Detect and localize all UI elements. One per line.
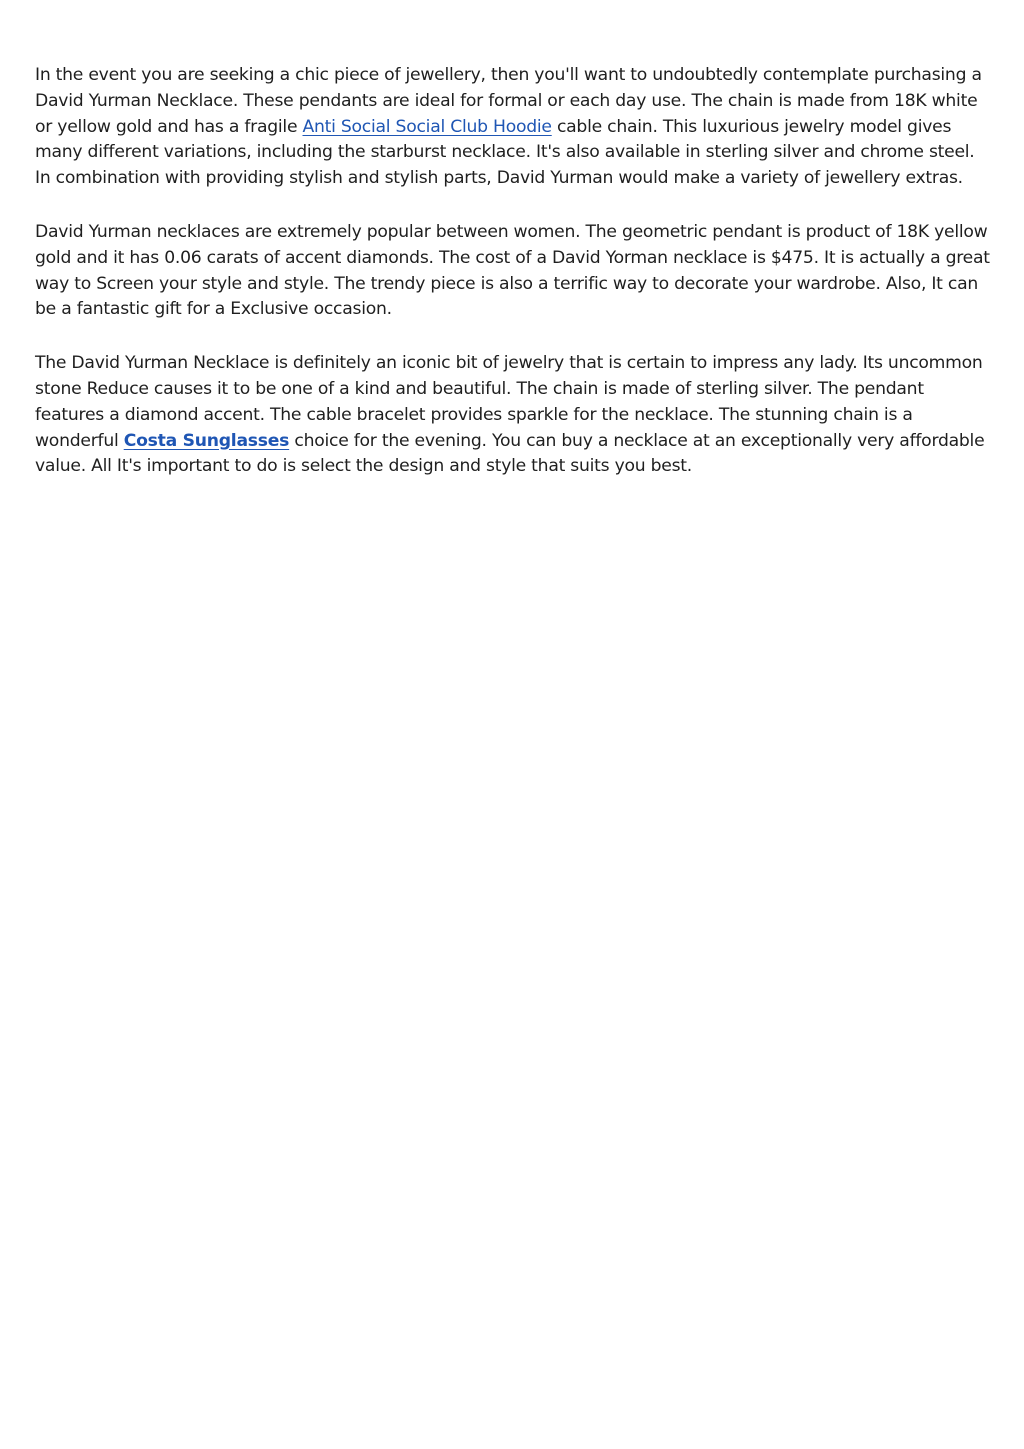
paragraph-1-text-after: cable chain. This luxurious jewelry model gives many different variations, including the starburst necklace. It's also available in sterling silver and chrome steel. In combination with providing stylish and stylish parts, David Yurman would make a variety of jewellery extras. <box>35 116 975 189</box>
paragraph-3-text-before: The David Yurman Necklace is definitely an iconic bit of jewelry that is certain to impress any lady. Its uncommon stone Reduce causes it to be one of a kind and beautiful. The chain is made of sterling silver. The pendant features a diamond accent. The cable bracelet provides sparkle for the necklace. The stunning chain is a wonderful <box>35 353 983 451</box>
document-page <box>35 63 993 508</box>
paragraph-2 <box>35 220 993 323</box>
paragraph-3-text-after: choice for the evening. You can buy a necklace at an exceptionally very affordable value. All It's important to do is select the design and style that suits you best. <box>35 430 985 477</box>
paragraph-1 <box>35 63 993 192</box>
paragraph-2-text: David Yurman necklaces are extremely popular between women. The geometric pendant is product of 18K yellow gold and it has 0.06 carats of accent diamonds. The cost of a David Yorman necklace is $475. It is actually a great way to Screen your style and style. The trendy piece is also a terrific way to decorate your wardrobe. Also, It can be a fantastic gift for a Exclusive occasion. <box>35 221 990 320</box>
anti-social-social-club-hoodie-link[interactable]: Anti Social Social Club Hoodie <box>302 116 552 137</box>
costa-sunglasses-link[interactable]: Costa Sunglasses <box>123 430 290 451</box>
paragraph-1-text-before: In the event you are seeking a chic piece of jewellery, then you'll want to undoubtedly contemplate purchasing a David Yurman Necklace. These pendants are ideal for formal or each day use. The chain is made from 18K white or yellow gold and has a fragile <box>35 65 982 137</box>
paragraph-3 <box>35 351 993 480</box>
